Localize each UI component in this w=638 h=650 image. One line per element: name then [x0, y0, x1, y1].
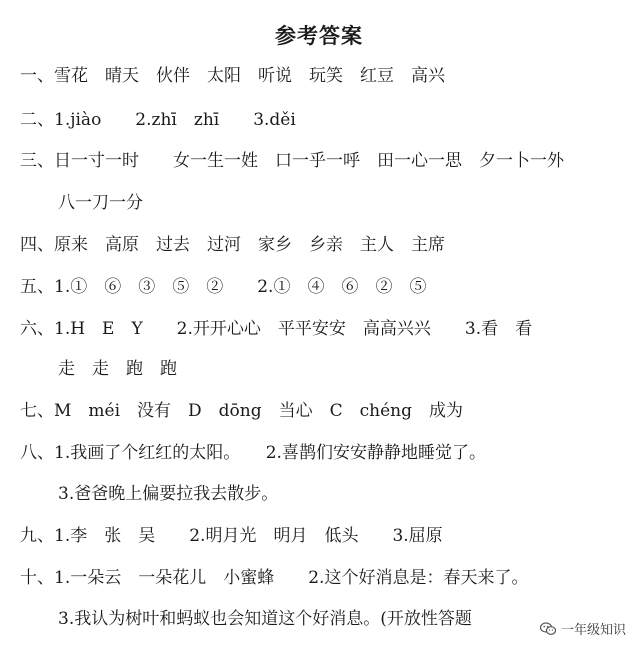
- answer-line-5: 五、1.① ⑥ ③ ⑤ ② 2.① ④ ⑥ ② ⑤: [20, 277, 427, 297]
- watermark-text: 一年级知识: [560, 623, 626, 638]
- wechat-watermark: [534, 617, 630, 640]
- page-title: 参考答案: [275, 24, 363, 48]
- answer-line-9: 九、1.李 张 吴 2.明月光 明月 低头 3.屈原: [20, 526, 443, 546]
- answer-line-2: 二、1.jiào 2.zhī zhī 3.děi: [20, 110, 296, 130]
- answer-line-10: 十、1.一朵云 一朵花儿 小蜜蜂 2.这个好消息是：春天来了。: [20, 568, 529, 588]
- answer-line-7: 七、M méi 没有 D dōng 当心 C chéng 成为: [20, 401, 463, 421]
- answer-line-3: 三、日一寸一时 女一生一姓 口一乎一呼 田一心一思 夕一卜一外: [20, 151, 564, 171]
- answer-line-8-cont: 3.爸爸晚上偏要拉我去散步。: [58, 484, 279, 504]
- answer-line-8: 八、1.我画了个红红的太阳。 2.喜鹊们安安静静地睡觉了。: [20, 443, 486, 463]
- answer-line-6: 六、1.H E Y 2.开开心心 平平安安 高高兴兴 3.看 看: [20, 319, 533, 339]
- answer-line-4: 四、原来 高原 过去 过河 家乡 乡亲 主人 主席: [20, 235, 445, 255]
- answer-line-1: 一、雪花 晴天 伙伴 太阳 听说 玩笑 红豆 高兴: [20, 66, 445, 86]
- answer-line-6-cont: 走 走 跑 跑: [58, 359, 177, 379]
- answer-line-10-cont: 3.我认为树叶和蚂蚁也会知道这个好消息。(开放性答题: [58, 609, 472, 629]
- answer-line-3-cont: 八一刀一分: [58, 193, 143, 213]
- wechat-icon: [540, 622, 556, 636]
